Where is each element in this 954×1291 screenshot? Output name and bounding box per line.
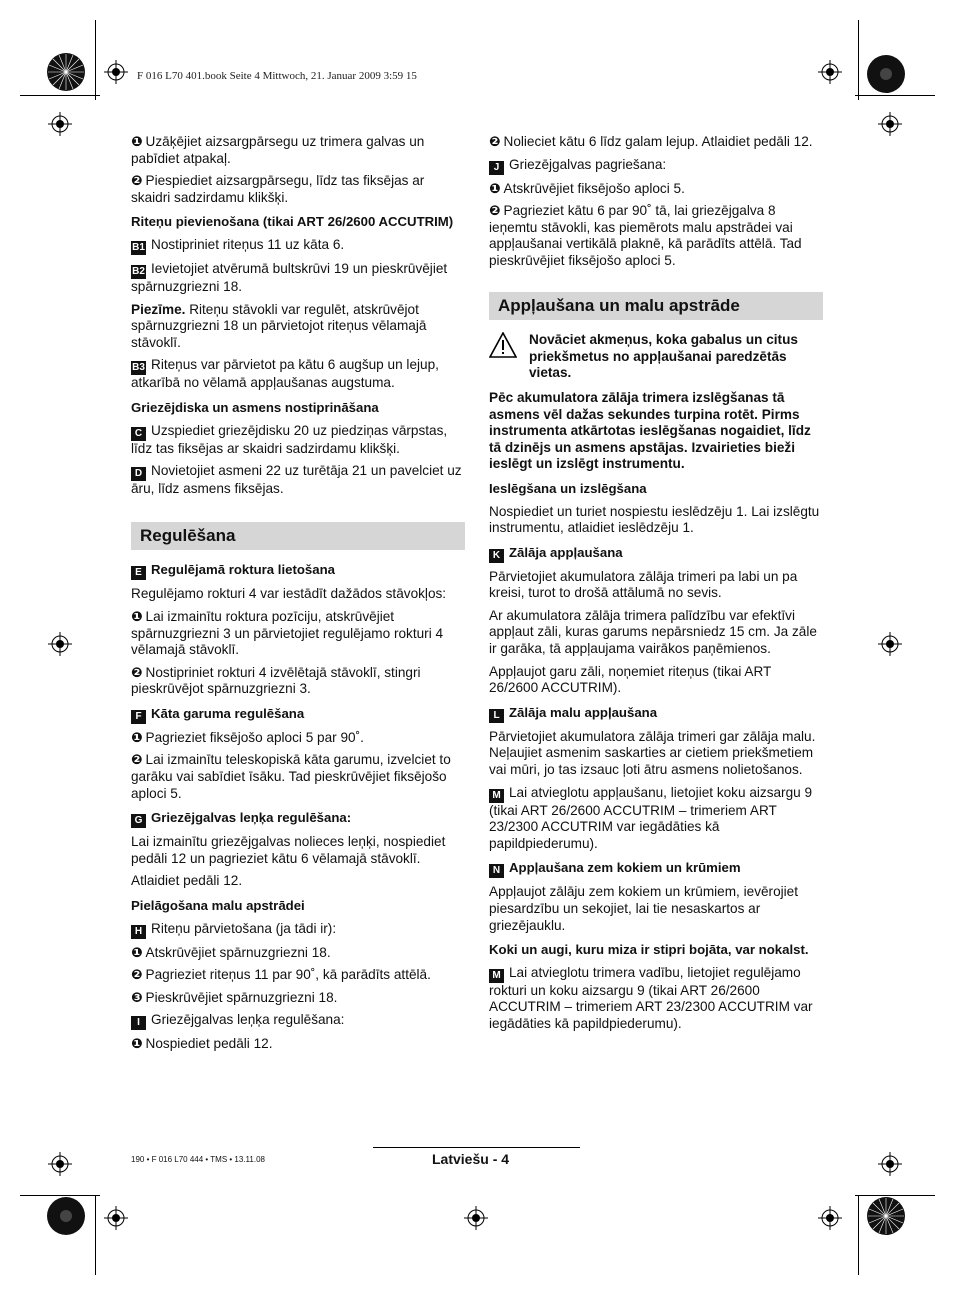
step-paragraph: ❶ Lai izmainītu roktura pozīciju, atskrūvējiet spārnuzgriezni 3 un pārvietojiet regulējamo rokturi 4 vēlamajā stāvoklī. [131,608,444,658]
section-heading: Riteņu pievienošana (tikai ART 26/2600 ACCUTRIM) [131,214,454,230]
figure-tag: E [131,566,146,580]
step-paragraph: ❷ Lai izmainītu teleskopiskā kāta garumu, izvelciet to garāku vai sabīdiet īsāku. Tad pieskrūvējiet fiksējošo aploci 5. [131,752,451,801]
step-paragraph: ❶ Nospiediet pedāli 12. [131,1036,273,1052]
body-paragraph: Nospiediet un turiet nospiestu ieslēdzēju 1. Lai izslēgtu instrumentu, atlaidiet ieslēdzēju 1. [489,503,820,536]
figure-tag: H [131,925,146,939]
figure-tag: B3 [132,362,145,374]
section-heading: K Zālāja appļaušana [489,545,823,563]
step-paragraph: ❶ Atskrūvējiet spārnuzgriezni 18. [131,944,331,960]
right-column [489,134,823,1039]
crosshair-registration-icon [104,60,128,84]
warning-block [489,332,823,382]
footer-rule [373,1147,580,1148]
warning-text: Novāciet akmeņus, koka gabalus un citus priekšmetus no appļaušanai paredzētās vietas. [529,332,798,381]
starburst-registration-icon [866,1196,906,1236]
crosshair-registration-icon [104,1206,128,1230]
body-paragraph: Ar akumulatora zālāja trimera palīdzību var efektīvi appļaut zāli, kuras garums nepārsniedz 15 cm. Ja zāle ir garāka, tā appļaujama vairākos paņēmienos. [489,607,817,657]
step-paragraph: ❶ Pagrieziet fiksējošo aploci 5 par 90˚. [131,729,364,745]
step-paragraph: ❷ Piespiediet aizsargpārsegu, līdz tas fiksējas ar skaidri sadzirdamu klikšķi. [131,173,425,205]
figure-tag: F [131,710,146,724]
section-heading: G Griezējgalvas leņķa regulēšana: [131,810,465,828]
section-heading: N Appļaušana zem kokiem un krūmiem [489,860,823,878]
crosshair-registration-icon [818,1206,842,1230]
figure-tag: C [131,427,146,441]
step-paragraph: ❷ Nostipriniet rokturi 4 izvēlētajā stāvoklī, stingri pieskrūvējot spārnuzgriezni 3. [131,664,421,697]
section-title-bar: Appļaušana un malu apstrāde [489,292,823,321]
step-paragraph: ❶ Uzāķējiet aizsargpārsegu uz trimera galvas un pabīdiet atpakaļ. [131,134,425,166]
section-title-bar: Regulēšana [131,522,465,551]
figure-paragraph: D Novietojiet asmeni 22 uz turētāja 21 un pavelciet uz āru, līdz asmens fiksējas. [131,463,462,497]
figure-tag: I [131,1016,146,1030]
section-heading: Pielāgošana malu apstrādei [131,898,305,914]
step-paragraph: ❶ Atskrūvējiet fiksējošo aploci 5. [489,180,685,196]
step-paragraph: ❷ Pagrieziet kātu 6 par 90˚ tā, lai griezējgalva 8 ieņemtu stāvokli, kas piemērots malu apstrādei vai appļaušanai vertikālā plaknē, kā parādīts attēlā. Tad pieskrūvējiet fiksējošo aploci 5. [489,203,802,268]
crop-mark [95,20,96,100]
left-column [131,134,465,1059]
crop-mark [95,1195,96,1275]
step-paragraph: ❸ Pieskrūvējiet spārnuzgriezni 18. [131,989,338,1005]
crop-mark [855,95,935,96]
crop-mark [858,1195,859,1275]
section-heading: L Zālāja malu appļaušana [489,705,823,723]
footer-code: 190 • F 016 L70 444 • TMS • 13.11.08 [131,1155,265,1164]
crosshair-registration-icon [48,1152,72,1176]
figure-tag: D [131,467,146,481]
figure-tag: M [489,789,504,803]
figure-tag: N [489,864,504,878]
section-heading: E Regulējamā roktura lietošana [131,562,465,580]
body-paragraph: Pārvietojiet akumulatora zālāja trimeri gar zālāja malu. Neļaujiet asmenim saskarties ar cietiem priekšmetiem vai mūri, jo tas izsauc ļoti ātru asmens nolietošanos. [489,728,816,778]
figure-paragraph: I Griezējgalvas leņķa regulēšana: [131,1012,465,1030]
step-paragraph: ❷ Nolieciet kātu 6 līdz galam lejup. Atlaidiet pedāli 12. [489,134,813,149]
step-paragraph: ❷ Pagrieziet riteņus 11 par 90˚, kā parādīts attēlā. [131,967,431,983]
figure-tag: B2 [132,265,145,277]
warning-paragraph: Pēc akumulatora zālāja trimera izslēgšanas tā asmens vēl dažas sekundes turpina rotēt. Pirms instrumenta atkārtotas ieslēgšanas nogaidiet, līdz tā dzinējs un asmens apstājas. Izvairieties bieži ieslēgt un izslēgt instrumentu. [489,389,811,472]
figure-tag: G [131,814,146,828]
figure-tag: B1 [132,241,145,253]
figure-paragraph: M Lai atvieglotu appļaušanu, lietojiet koku aizsargu 9 (tikai ART 26/2600 ACCUTRIM – trimeriem ART 23/2300 ACCUTRIM var iegādāties kā papildpiederumu). [489,784,813,851]
figure-tag: M [489,969,504,983]
figure-tag: J [489,161,504,175]
crop-mark [20,95,100,96]
starburst-registration-icon [866,54,906,94]
starburst-registration-icon [46,1196,86,1236]
figure-paragraph: M Lai atvieglotu trimera vadību, lietojiet regulējamo rokturi un koku aizsargu 9 (tikai ART 26/2600 ACCUTRIM – trimeriem ART 23/2300 ACCUTRIM var iegādāties kā papildpiederumu). [489,964,813,1031]
crop-mark [858,20,859,100]
crosshair-registration-icon [878,1152,902,1176]
figure-tag: K [489,549,504,563]
figure-paragraph: J Griezējgalvas pagriešana: [489,157,823,175]
warning-triangle-icon [489,332,517,358]
crosshair-registration-icon [48,112,72,136]
figure-paragraph: C Uzspiediet griezējdisku 20 uz piedziņas vārpstas, līdz tas fiksējas ar skaidri sadzirdamu klikšķi. [131,422,448,456]
crosshair-registration-icon [878,112,902,136]
figure-paragraph: H Riteņu pārvietošana (ja tādi ir): [131,921,465,939]
body-paragraph: Atlaidiet pedāli 12. [131,873,243,889]
figure-paragraph: B3 Riteņus var pārvietot pa kātu 6 augšup un lejup, atkarībā no vēlamā appļaušanas augstuma. [131,357,439,391]
crosshair-registration-icon [48,632,72,656]
starburst-registration-icon [46,52,86,92]
section-heading: Ieslēgšana un izslēgšana [489,480,647,496]
body-paragraph: Pārvietojiet akumulatora zālāja trimeri pa labi un pa kreisi, turot to drošā attālumā no sevis. [489,568,798,601]
section-heading: Griezējdiska un asmens nostiprināšana [131,399,379,415]
body-paragraph: Appļaujot zālāju zem kokiem un krūmiem, ievērojiet piesardzību un sekojiet, lai tie nesaskartos ar griezējauklu. [489,884,799,933]
figure-paragraph: B1 Nostipriniet riteņus 11 uz kāta 6. [132,236,345,253]
body-paragraph: Appļaujot garu zāli, noņemiet riteņus (tikai ART 26/2600 ACCUTRIM). [489,663,772,696]
crosshair-registration-icon [878,632,902,656]
print-header: F 016 L70 401.book Seite 4 Mittwoch, 21. Januar 2009 3:59 15 [137,70,417,82]
note-paragraph: Piezīme. Riteņu stāvokli var regulēt, atskrūvējot spārnuzgriezni 18 un pārvietojot riteņus vēlamajā stāvoklī. [131,301,427,350]
body-paragraph: Regulējamo rokturi 4 var iestādīt dažādos stāvokļos: [131,586,447,602]
page-number: Latviešu - 4 [432,1151,510,1167]
section-heading: Koki un augi, kuru miza ir stipri bojāta, var nokalst. [489,942,809,958]
section-heading: F Kāta garuma regulēšana [131,706,465,724]
crosshair-registration-icon [464,1206,488,1230]
crosshair-registration-icon [818,60,842,84]
figure-tag: L [489,709,504,723]
body-paragraph: Lai izmainītu griezējgalvas nolieces leņķi, nospiediet pedāli 12 un pagrieziet kātu 6 vēlamajā stāvoklī. [131,834,446,866]
figure-paragraph: B2 Ievietojiet atvērumā bultskrūvi 19 un pieskrūvējiet spārnuzgriezni 18. [131,260,448,294]
